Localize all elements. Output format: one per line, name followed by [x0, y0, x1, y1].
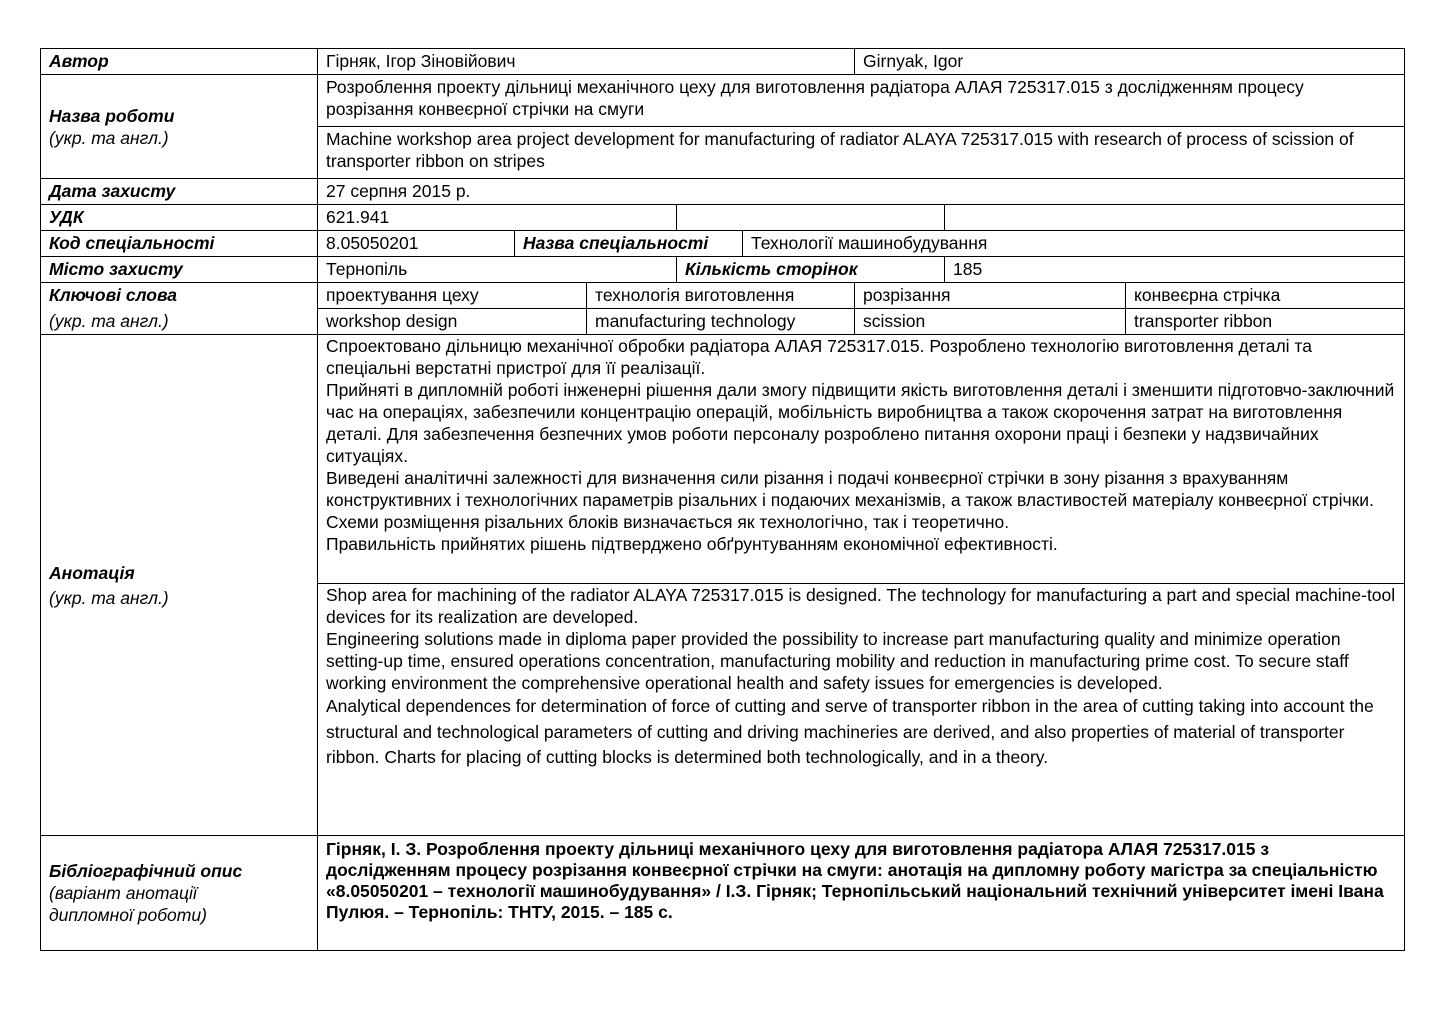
annotation-label-sub: (укр. та англ.) [49, 587, 169, 608]
udc-label: УДК [41, 205, 318, 231]
pages-value: 185 [945, 257, 1405, 283]
keywords-label-cell [41, 283, 318, 335]
author-label: Автор [41, 49, 318, 75]
specialty-name-label: Назва спеціальності [515, 231, 743, 257]
specialty-name: Технології машинобудування [743, 231, 1405, 257]
annotation-en-paragraph: Analytical dependences for determination of force of cutting and serve of transporter ribbon in the area of cutting taking into account the structural and technological parameters of cutting and driving machineries are derived, and also properties of material of transporter ribbon. Charts for placing of cutting blocks is determined both technologically, and in a theory. [326, 696, 1374, 767]
keyword-en: transporter ribbon [1126, 309, 1405, 335]
keyword-en: manufacturing technology [587, 309, 855, 335]
udc-empty-2 [945, 205, 1405, 231]
specialty-row [41, 231, 1405, 257]
keyword-uk: конвеєрна стрічка [1126, 283, 1405, 309]
keyword-uk: технологія виготовлення [587, 283, 855, 309]
pages-label: Кількість сторінок [677, 257, 945, 283]
bibliography-label-sub: (варіант анотації [49, 883, 197, 903]
annotation-label: Анотація [49, 562, 135, 583]
title-label: Назва роботи [49, 105, 175, 126]
annotation-en [318, 584, 1405, 836]
specialty-code: 8.05050201 [318, 231, 515, 257]
defense-date-label: Дата захисту [41, 179, 318, 205]
author-name-en: Girnyak, Igor [855, 49, 1405, 75]
author-name-uk: Гірняк, Ігор Зіновійович [318, 49, 855, 75]
bibliography-label-cell [41, 836, 318, 951]
keywords-label: Ключові слова [49, 285, 178, 305]
udc-value: 621.941 [318, 205, 677, 231]
title-label-sub: (укр. та англ.) [49, 127, 169, 148]
annotation-en-paragraph: Shop area for machining of the radiator ALAYA 725317.015 is designed. The technology for manufacturing a part and special machine-tool devices for its realization are developed. [326, 585, 1396, 627]
annotation-label-cell [41, 335, 318, 836]
defense-date-row [41, 179, 1405, 205]
title-label-cell [41, 75, 318, 179]
thesis-metadata-document [40, 48, 1404, 951]
bibliography-text: Гірняк, І. З. Розроблення проекту дільниці механічного цеху для виготовлення радіатора АЛАЯ 725317.015 з дослідженням процесу розрізання конвеєрної стрічки на смуги: анотація на дипломну роботу магістра за спеціальністю «8.05050201 – технології машинобудування» / І.З. Гірняк; Тернопільський національний технічний університет імені Івана Пулюя. – Тернопіль: ТНТУ, 2015. – 185 с. [318, 836, 1405, 951]
keyword-en: workshop design [318, 309, 587, 335]
city-value: Тернопіль [318, 257, 677, 283]
metadata-table [40, 48, 1405, 951]
annotation-row-uk [41, 335, 1405, 584]
annotation-en-paragraph: Engineering solutions made in diploma paper provided the possibility to increase part manufacturing quality and minimize operation setting-up time, ensured operations concentration, manufacturing mobility and reduction in manufacturing prime cost. To secure staff working environment the comprehensive operational health and safety issues for emergencies is developed. [326, 629, 1349, 693]
bibliography-row [41, 836, 1405, 951]
city-label: Місто захисту [41, 257, 318, 283]
keyword-uk: розрізання [855, 283, 1126, 309]
bibliography-label: Бібліографічний опис [49, 861, 243, 881]
author-row [41, 49, 1405, 75]
udc-row [41, 205, 1405, 231]
annotation-uk-paragraph: Прийняті в дипломній роботі інженерні рішення дали змогу підвищити якість виготовлення деталі і зменшити підготовчо-заключний час на операціях, забезпечили концентрацію операцій, мобільність виробництва а також скорочення затрат на виготовлення деталі. Для забезпечення безпечних умов роботи персоналу розроблено питання охорони праці і безпеки у надзвичайних ситуаціях. [326, 380, 1395, 466]
annotation-uk [318, 335, 1405, 584]
annotation-uk-paragraph: Виведені аналітичні залежності для визначення сили різання і подачі конвеєрної стрічки в зону різання з врахуванням конструктивних і технологічних параметрів різальних і подаючих механізмів, а також властивостей матеріалу конвеєрної стрічки. Схеми розміщення різальних блоків визначається як технологічно, так і теоретично. [326, 468, 1374, 532]
annotation-uk-paragraph: Правильність прийнятих рішень підтверджено обґрунтуванням економічної ефективності. [326, 534, 1058, 554]
annotation-uk-paragraph: Спроектовано дільницю механічної обробки радіатора АЛАЯ 725317.015. Розроблено технологію виготовлення деталі та спеціальні верстатні пристрої для її реалізації. [326, 336, 1312, 378]
title-uk: Розроблення проекту дільниці механічного цеху для виготовлення радіатора АЛАЯ 725317.015 з дослідженням процесу розрізання конвеєрної стрічки на смуги [318, 75, 1405, 127]
defense-date-value: 27 серпня 2015 р. [318, 179, 1405, 205]
keyword-uk: проектування цеху [318, 283, 587, 309]
bibliography-label-sub: дипломної роботи) [49, 905, 207, 925]
title-row-uk [41, 75, 1405, 127]
title-en: Machine workshop area project development for manufacturing of radiator ALAYA 725317.015 with research of process of scission of transporter ribbon on stripes [318, 127, 1405, 179]
keyword-en: scission [855, 309, 1126, 335]
udc-empty-1 [677, 205, 945, 231]
specialty-code-label: Код спеціальності [41, 231, 318, 257]
keywords-label-sub: (укр. та англ.) [49, 311, 169, 331]
city-row [41, 257, 1405, 283]
keywords-row-uk [41, 283, 1405, 309]
